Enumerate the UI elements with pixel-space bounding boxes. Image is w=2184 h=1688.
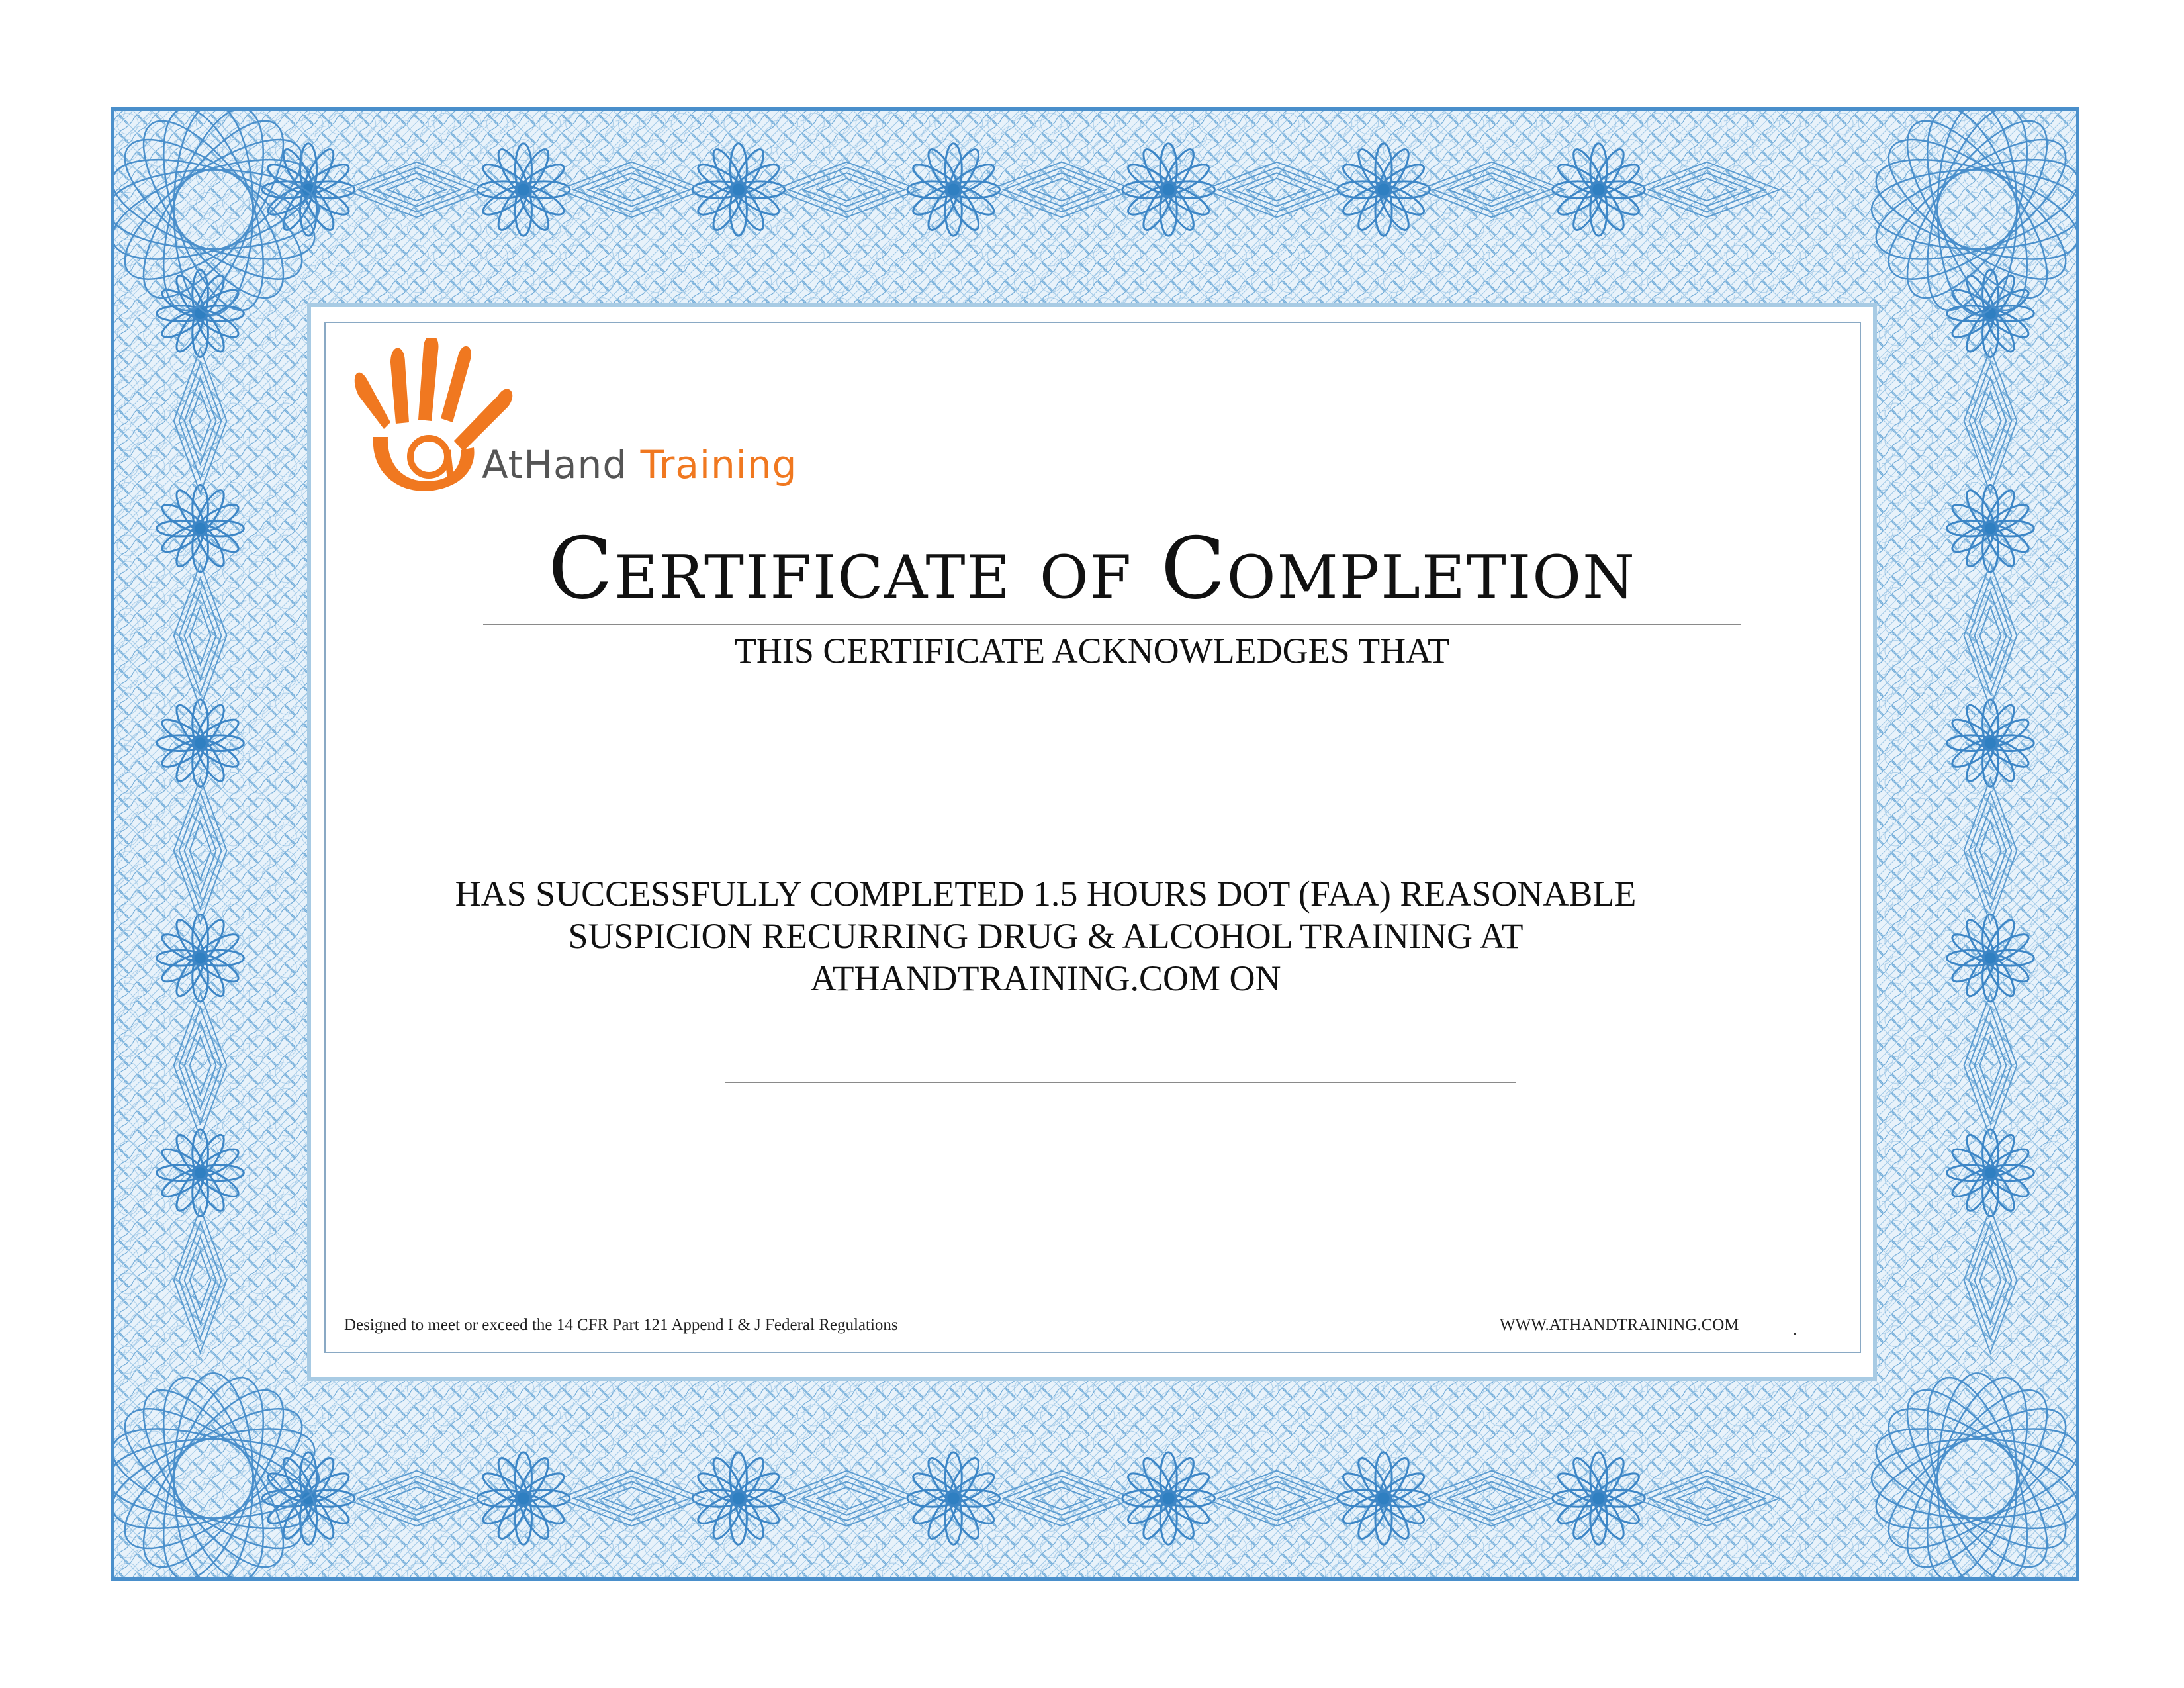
- footer-dot: [1794, 1333, 1796, 1335]
- completion-date-line: [725, 1082, 1516, 1083]
- website-link: WWW.ATHANDTRAINING.COM: [1500, 1316, 1739, 1334]
- certificate-body: [371, 872, 1721, 1000]
- title-divider: [483, 624, 1741, 625]
- brand-suffix: Training: [640, 442, 797, 487]
- regulation-note: Designed to meet or exceed the 14 CFR Part 121 Append I & J Federal Regulations: [344, 1316, 898, 1334]
- certificate-title: Certificate of Completion: [548, 520, 1636, 618]
- brand-prefix: AtHand: [482, 442, 628, 487]
- body-line-2: SUSPICION RECURRING DRUG & ALCOHOL TRAINING AT: [568, 916, 1524, 956]
- body-line-1: HAS SUCCESSFULLY COMPLETED 1.5 HOURS DOT (FAA) REASONABLE: [455, 874, 1637, 914]
- certificate-subtitle: THIS CERTIFICATE ACKNOWLEDGES THAT: [734, 631, 1450, 671]
- brand-wordmark: [482, 442, 797, 487]
- body-line-3: ATHANDTRAINING.COM ON: [810, 959, 1281, 998]
